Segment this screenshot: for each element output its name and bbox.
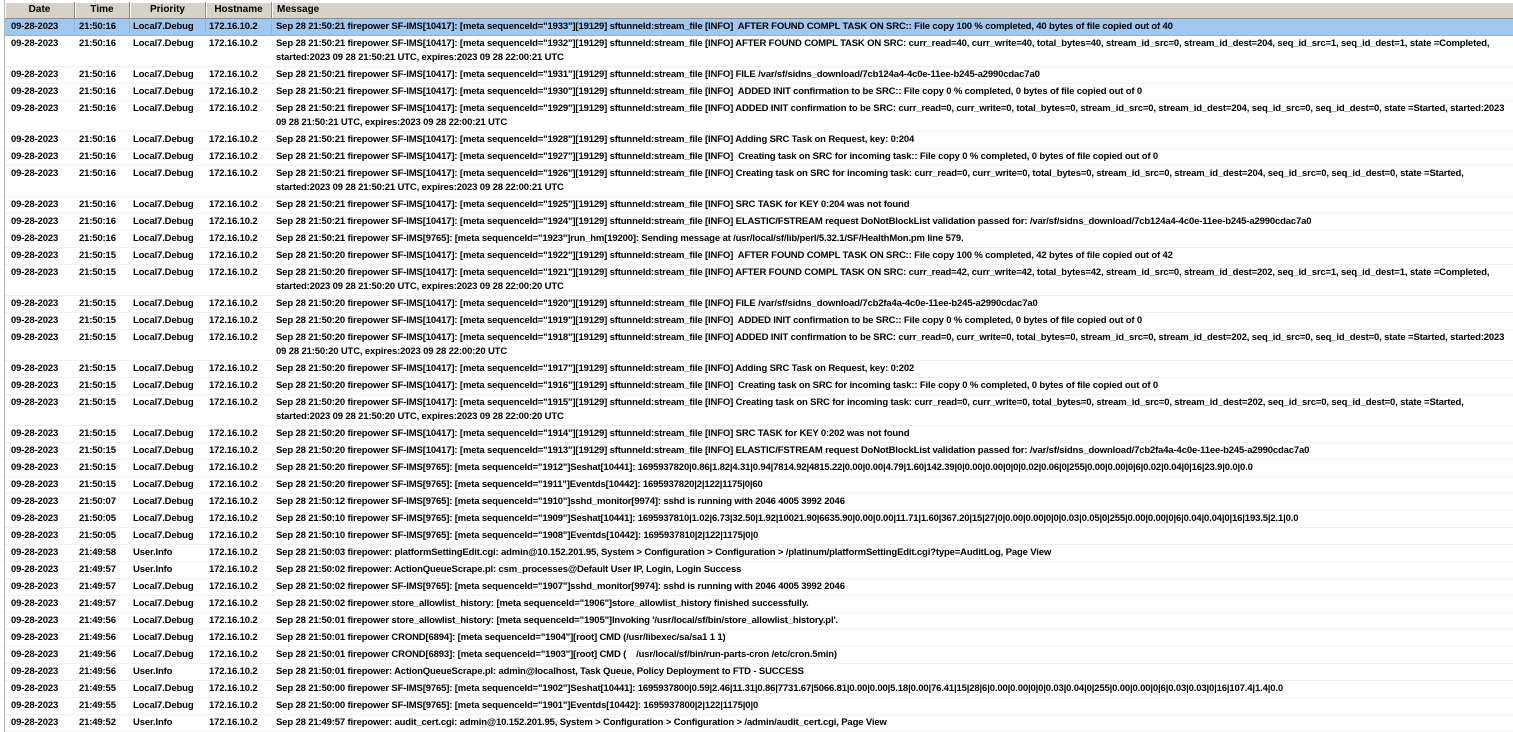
log-cell-hostname: 172.16.10.2 xyxy=(209,479,258,490)
log-cell-date: 09-28-2023 xyxy=(11,380,59,391)
log-cell-hostname: 172.16.10.2 xyxy=(209,38,258,49)
log-cell-time: 21:50:15 xyxy=(79,363,116,374)
log-cell-date: 09-28-2023 xyxy=(11,530,59,541)
log-cell-time: 21:50:16 xyxy=(79,69,116,80)
log-cell-date: 09-28-2023 xyxy=(5,20,75,34)
log-cell-date: 09-28-2023 xyxy=(11,479,59,490)
log-cell-time: 21:49:56 xyxy=(79,615,116,626)
log-cell-message: Sep 28 21:50:01 firepower CROND[6894]: [meta sequenceId="1904"][root] CMD (/usr/libexec/sa/sa1 1 1) xyxy=(276,632,726,643)
log-cell-message: Sep 28 21:50:03 firepower: platformSettingEdit.cgi: admin@10.152.201.95, System > Configuration > Configuration > /platinum/platformSettingEdit.cgi?type=AuditLog, Page View xyxy=(276,547,1052,558)
log-cell-priority: Local7.Debug xyxy=(133,496,194,507)
log-row[interactable] xyxy=(5,494,1513,511)
log-cell-message: Sep 28 21:50:20 firepower SF-IMS[10417]: [meta sequenceId="1922"][19129] sftunneld:stream_file [INFO] AFTER FOUND COMPL TASK ON SRC:: File copy 100 % completed, 42 bytes of file copied out of 42 xyxy=(276,250,1173,261)
log-cell-message: Sep 28 21:50:20 firepower SF-IMS[10417]: [meta sequenceId="1921"][19129] sftunneld:stream_file [INFO] AFTER FOUND COMPL TASK ON SRC: curr_read=42, curr_write=42, total_bytes=42, stream_id_src=0, stream_id_dest=202, seq_id_src=1, seq_id_dest=1, state =Completed, started:2023 09 28 21:50:20 UTC, expires:2023 09 28 22:00:20 UTC xyxy=(276,267,1492,292)
log-cell-priority: Local7.Debug xyxy=(133,216,194,227)
log-cell-message: Sep 28 21:50:20 firepower SF-IMS[10417]: [meta sequenceId="1913"][19129] sftunneld:stream_file [INFO] ELASTIC/FSTREAM request DoNotBlockList validation passed for: /var/sf/sidns_download/7cb2fa4a-4c0e-11ee-b245-a2990cdac7a0 xyxy=(276,445,1310,456)
log-cell-hostname: 172.16.10.2 xyxy=(209,134,258,145)
log-row[interactable] xyxy=(5,149,1513,166)
column-header-date[interactable]: Date xyxy=(5,2,75,18)
log-cell-priority: Local7.Debug xyxy=(133,380,194,391)
log-cell-date: 09-28-2023 xyxy=(11,103,59,114)
log-cell-time: 21:50:05 xyxy=(79,513,116,524)
log-row[interactable] xyxy=(5,265,1513,296)
log-cell-time: 21:50:15 xyxy=(79,250,116,261)
log-cell-time: 21:50:07 xyxy=(79,496,116,507)
log-cell-priority: Local7.Debug xyxy=(133,363,194,374)
log-cell-priority: Local7.Debug xyxy=(133,445,194,456)
log-cell-priority: Local7.Debug xyxy=(133,168,194,179)
log-cell-hostname: 172.16.10.2 xyxy=(209,397,258,408)
log-cell-date: 09-28-2023 xyxy=(11,547,59,558)
column-header-hostname[interactable]: Hostname xyxy=(206,2,272,18)
log-cell-date: 09-28-2023 xyxy=(11,168,59,179)
log-cell-hostname: 172.16.10.2 xyxy=(209,332,258,343)
log-cell-priority: Local7.Debug xyxy=(133,86,194,97)
table-body xyxy=(5,19,1513,732)
log-cell-time: 21:50:16 xyxy=(79,168,116,179)
log-cell-time: 21:50:15 xyxy=(79,428,116,439)
log-cell-date: 09-28-2023 xyxy=(11,267,59,278)
log-cell-priority: Local7.Debug xyxy=(133,267,194,278)
table-header-row xyxy=(5,1,1513,19)
log-row[interactable] xyxy=(5,596,1513,613)
log-cell-message: Sep 28 21:50:02 firepower store_allowlist_history: [meta sequenceId="1906"]store_allowlist_history finished successfully. xyxy=(276,598,809,609)
log-cell-time: 21:49:55 xyxy=(79,683,116,694)
log-cell-hostname: 172.16.10.2 xyxy=(209,363,258,374)
log-cell-hostname: 172.16.10.2 xyxy=(209,649,258,660)
log-cell-hostname: 172.16.10.2 xyxy=(209,666,258,677)
log-cell-time: 21:50:15 xyxy=(79,267,116,278)
log-cell-hostname: 172.16.10.2 xyxy=(209,380,258,391)
log-row[interactable] xyxy=(5,197,1513,214)
log-cell-date: 09-28-2023 xyxy=(11,513,59,524)
log-cell-priority: Local7.Debug xyxy=(133,69,194,80)
log-cell-time: 21:50:15 xyxy=(79,298,116,309)
log-cell-message: Sep 28 21:50:12 firepower SF-IMS[9765]: [meta sequenceId="1910"]sshd_monitor[9974]: sshd is running with 2046 4005 3992 2046 xyxy=(276,496,845,507)
log-cell-priority: Local7.Debug xyxy=(133,134,194,145)
log-cell-hostname: 172.16.10.2 xyxy=(209,86,258,97)
log-cell-priority: Local7.Debug xyxy=(133,298,194,309)
log-cell-date: 09-28-2023 xyxy=(11,86,59,97)
log-cell-time: 21:49:57 xyxy=(79,564,116,575)
log-cell-hostname: 172.16.10.2 xyxy=(209,445,258,456)
log-cell-priority: Local7.Debug xyxy=(133,649,194,660)
log-cell-message: Sep 28 21:50:21 firepower SF-IMS[10417]: [meta sequenceId="1930"][19129] sftunneld:stream_file [INFO] ADDED INIT confirmation to be SRC:: File copy 0 % completed, 0 bytes of file copied out of 0 xyxy=(276,86,1143,97)
log-cell-hostname: 172.16.10.2 xyxy=(209,199,258,210)
log-cell-priority: Local7.Debug xyxy=(133,683,194,694)
log-cell-date: 09-28-2023 xyxy=(11,199,59,210)
log-cell-date: 09-28-2023 xyxy=(11,717,59,728)
log-row[interactable] xyxy=(5,630,1513,647)
log-cell-priority: Local7.Debug xyxy=(133,397,194,408)
log-cell-date: 09-28-2023 xyxy=(11,69,59,80)
log-cell-date: 09-28-2023 xyxy=(11,649,59,660)
column-header-message[interactable]: Message xyxy=(272,2,1513,18)
log-cell-priority: Local7.Debug xyxy=(133,615,194,626)
log-cell-date: 09-28-2023 xyxy=(11,683,59,694)
log-cell-hostname: 172.16.10.2 xyxy=(209,683,258,694)
log-cell-date: 09-28-2023 xyxy=(11,233,59,244)
log-cell-hostname: 172.16.10.2 xyxy=(206,20,272,34)
log-cell-hostname: 172.16.10.2 xyxy=(209,298,258,309)
log-cell-hostname: 172.16.10.2 xyxy=(209,428,258,439)
log-cell-message: Sep 28 21:50:21 firepower SF-IMS[10417]: [meta sequenceId="1926"][19129] sftunneld:stream_file [INFO] Creating task on SRC for incoming task: curr_read=0, curr_write=0, total_bytes=0, stream_id_src=0, stream_id_dest=204, seq_id_src=0, seq_id_dest=0, state =Started, started:2023 09 28 21:50:21 UTC, expires:2023 09 28 22:00:21 UTC xyxy=(276,168,1467,193)
log-row[interactable] xyxy=(5,296,1513,313)
log-cell-date: 09-28-2023 xyxy=(11,428,59,439)
log-cell-message: Sep 28 21:50:21 firepower SF-IMS[10417]: [meta sequenceId="1928"][19129] sftunneld:stream_file [INFO] Adding SRC Task on Request, key: 0:204 xyxy=(276,134,915,145)
log-cell-message: Sep 28 21:50:20 firepower SF-IMS[10417]: [meta sequenceId="1917"][19129] sftunneld:stream_file [INFO] Adding SRC Task on Request, key: 0:202 xyxy=(276,363,915,374)
log-cell-time: 21:50:16 xyxy=(79,86,116,97)
log-cell-message: Sep 28 21:50:21 firepower SF-IMS[10417]: [meta sequenceId="1933"][19129] sftunneld:stream_file [INFO] AFTER FOUND COMPL TASK ON SRC:: File copy 100 % completed, 40 bytes of file copied out of 40 xyxy=(276,21,1173,32)
log-cell-priority: Local7.Debug xyxy=(133,479,194,490)
log-row[interactable] xyxy=(5,313,1513,330)
log-row[interactable] xyxy=(5,664,1513,681)
log-cell-hostname: 172.16.10.2 xyxy=(209,547,258,558)
log-cell-priority: User.Info xyxy=(133,666,173,677)
log-cell-hostname: 172.16.10.2 xyxy=(209,700,258,711)
log-cell-date: 09-28-2023 xyxy=(11,496,59,507)
log-cell-date: 09-28-2023 xyxy=(11,397,59,408)
log-cell-time: 21:49:58 xyxy=(79,547,116,558)
log-cell-time: 21:50:15 xyxy=(79,462,116,473)
log-cell-hostname: 172.16.10.2 xyxy=(209,168,258,179)
log-cell-hostname: 172.16.10.2 xyxy=(209,581,258,592)
log-row[interactable] xyxy=(5,477,1513,494)
log-row[interactable] xyxy=(5,613,1513,630)
log-cell-priority: Local7.Debug xyxy=(133,199,194,210)
log-cell-time: 21:49:57 xyxy=(79,598,116,609)
log-row[interactable] xyxy=(5,101,1513,132)
log-cell-priority: Local7.Debug xyxy=(133,581,194,592)
log-row[interactable] xyxy=(5,426,1513,443)
log-cell-message: Sep 28 21:50:20 firepower SF-IMS[10417]: [meta sequenceId="1915"][19129] sftunneld:stream_file [INFO] Creating task on SRC for incoming task: curr_read=0, curr_write=0, total_bytes=0, stream_id_src=0, stream_id_dest=202, seq_id_src=0, seq_id_dest=0, state =Started, started:2023 09 28 21:50:20 UTC, expires:2023 09 28 22:00:20 UTC xyxy=(276,397,1467,422)
log-row[interactable] xyxy=(5,214,1513,231)
log-cell-message: Sep 28 21:50:21 firepower SF-IMS[10417]: [meta sequenceId="1932"][19129] sftunneld:stream_file [INFO] AFTER FOUND COMPL TASK ON SRC: curr_read=40, curr_write=40, total_bytes=40, stream_id_src=0, stream_id_dest=204, seq_id_src=1, seq_id_dest=1, state =Completed, started:2023 09 28 21:50:21 UTC, expires:2023 09 28 22:00:21 UTC xyxy=(276,38,1492,63)
log-cell-message: Sep 28 21:50:02 firepower: ActionQueueScrape.pl: csm_processes@Default User IP, Login, Login Success xyxy=(276,564,742,575)
log-cell-time: 21:49:52 xyxy=(79,717,116,728)
log-cell-message: Sep 28 21:50:21 firepower SF-IMS[10417]: [meta sequenceId="1927"][19129] sftunneld:stream_file [INFO] Creating task on SRC for incoming task:: File copy 0 % completed, 0 bytes of file copied out of 0 xyxy=(276,151,1159,162)
log-cell-time: 21:49:57 xyxy=(79,581,116,592)
log-cell-hostname: 172.16.10.2 xyxy=(209,530,258,541)
log-cell-message: Sep 28 21:50:20 firepower SF-IMS[10417]: [meta sequenceId="1920"][19129] sftunneld:stream_file [INFO] FILE /var/sf/sidns_download/7cb2fa4a-4c0e-11ee-b245-a2990cdac7a0 xyxy=(276,298,1038,309)
log-cell-priority: Local7.Debug xyxy=(133,315,194,326)
log-cell-message: Sep 28 21:50:01 firepower: ActionQueueScrape.pl: admin@localhost, Task Queue, Policy Deployment to FTD - SUCCESS xyxy=(276,666,804,677)
log-row[interactable] xyxy=(5,19,1513,36)
log-cell-date: 09-28-2023 xyxy=(11,700,59,711)
log-cell-hostname: 172.16.10.2 xyxy=(209,598,258,609)
log-cell-time: 21:49:56 xyxy=(79,666,116,677)
log-cell-priority: User.Info xyxy=(133,564,173,575)
log-cell-message: Sep 28 21:50:20 firepower SF-IMS[10417]: [meta sequenceId="1916"][19129] sftunneld:stream_file [INFO] Creating task on SRC for incoming task:: File copy 0 % completed, 0 bytes of file copied out of 0 xyxy=(276,380,1159,391)
log-cell-date: 09-28-2023 xyxy=(11,250,59,261)
log-cell-date: 09-28-2023 xyxy=(11,298,59,309)
log-cell-message: Sep 28 21:50:20 firepower SF-IMS[9765]: [meta sequenceId="1912"]Seshat[10441]: 1695937820|0.86|1.82|4.31|0.94|7814.92|4815.22|0.00|0.00|4.79|1.60|142.39|0|0.00|0.00|0|0|0.02|0.06|0|255|0.00|0.00|0|6|0.02|0.04|0|16|23.9|0.0|0.0 xyxy=(276,462,1253,473)
log-cell-message: Sep 28 21:50:01 firepower CROND[6893]: [meta sequenceId="1903"][root] CMD ( /usr/local/sf/bin/run-parts-cron /etc/cron.5min) xyxy=(276,649,837,660)
log-cell-hostname: 172.16.10.2 xyxy=(209,615,258,626)
log-cell-date: 09-28-2023 xyxy=(11,216,59,227)
log-cell-priority: Local7.Debug xyxy=(133,598,194,609)
log-cell-message: Sep 28 21:49:57 firepower: audit_cert.cgi: admin@10.152.201.95, System > Configuration > Configuration > /admin/audit_cert.cgi, Page View xyxy=(276,717,887,728)
log-row[interactable] xyxy=(5,562,1513,579)
log-cell-time: 21:50:15 xyxy=(79,445,116,456)
log-cell-priority: User.Info xyxy=(133,717,173,728)
log-row[interactable] xyxy=(5,84,1513,101)
log-cell-hostname: 172.16.10.2 xyxy=(209,69,258,80)
log-cell-message: Sep 28 21:50:21 firepower SF-IMS[10417]: [meta sequenceId="1929"][19129] sftunneld:stream_file [INFO] ADDED INIT confirmation to be SRC: curr_read=0, curr_write=0, total_bytes=0, stream_id_src=0, stream_id_dest=204, seq_id_src=0, seq_id_dest=0, state =Started, started:2023 09 28 21:50:21 UTC, expires:2023 09 28 22:00:21 UTC xyxy=(276,103,1507,128)
log-cell-date: 09-28-2023 xyxy=(11,632,59,643)
log-cell-date: 09-28-2023 xyxy=(11,134,59,145)
log-cell-message: Sep 28 21:50:20 firepower SF-IMS[9765]: [meta sequenceId="1911"]Eventds[10442]: 1695937820|2|122|1175|0|60 xyxy=(276,479,763,490)
column-header-time[interactable]: Time xyxy=(75,2,130,18)
log-cell-time: 21:50:15 xyxy=(79,315,116,326)
log-cell-message: Sep 28 21:50:21 firepower SF-IMS[9765]: [meta sequenceId="1923"]run_hm[19200]: Sending message at /usr/local/sf/lib/perl/5.32.1/SF/HealthMon.pm line 579. xyxy=(276,233,964,244)
log-cell-date: 09-28-2023 xyxy=(11,315,59,326)
log-cell-hostname: 172.16.10.2 xyxy=(209,513,258,524)
log-cell-hostname: 172.16.10.2 xyxy=(209,632,258,643)
log-row[interactable] xyxy=(5,698,1513,715)
log-cell-date: 09-28-2023 xyxy=(11,332,59,343)
log-row[interactable] xyxy=(5,647,1513,664)
column-header-priority[interactable]: Priority xyxy=(130,2,206,18)
log-row[interactable] xyxy=(5,378,1513,395)
log-row[interactable] xyxy=(5,361,1513,378)
log-cell-priority: Local7.Debug xyxy=(133,632,194,643)
log-cell-date: 09-28-2023 xyxy=(11,615,59,626)
log-row[interactable] xyxy=(5,715,1513,732)
log-cell-priority: Local7.Debug xyxy=(133,103,194,114)
log-row[interactable] xyxy=(5,443,1513,460)
log-row[interactable] xyxy=(5,231,1513,248)
log-cell-message: Sep 28 21:50:02 firepower SF-IMS[9765]: [meta sequenceId="1907"]sshd_monitor[9974]: sshd is running with 2046 4005 3992 2046 xyxy=(276,581,845,592)
log-cell-message: Sep 28 21:50:20 firepower SF-IMS[10417]: [meta sequenceId="1919"][19129] sftunneld:stream_file [INFO] ADDED INIT confirmation to be SRC:: File copy 0 % completed, 0 bytes of file copied out of 0 xyxy=(276,315,1143,326)
log-cell-priority: Local7.Debug xyxy=(133,513,194,524)
log-cell-time: 21:49:56 xyxy=(79,632,116,643)
log-cell-date: 09-28-2023 xyxy=(11,363,59,374)
log-cell-priority: Local7.Debug xyxy=(133,38,194,49)
log-cell-message: Sep 28 21:50:21 firepower SF-IMS[10417]: [meta sequenceId="1925"][19129] sftunneld:stream_file [INFO] SRC TASK for KEY 0:204 was not found xyxy=(276,199,910,210)
log-cell-message: Sep 28 21:50:01 firepower store_allowlist_history: [meta sequenceId="1905"]Invoking '/usr/local/sf/bin/store_allowlist_history.pl'. xyxy=(276,615,839,626)
log-cell-message: Sep 28 21:50:21 firepower SF-IMS[10417]: [meta sequenceId="1931"][19129] sftunneld:stream_file [INFO] FILE /var/sf/sidns_download/7cb124a4-4c0e-11ee-b245-a2990cdac7a0 xyxy=(276,69,1040,80)
log-cell-priority: Local7.Debug xyxy=(133,250,194,261)
log-cell-time: 21:50:16 xyxy=(79,233,116,244)
log-cell-priority: Local7.Debug xyxy=(133,700,194,711)
log-cell-priority: Local7.Debug xyxy=(133,332,194,343)
log-cell-priority: User.Info xyxy=(133,547,173,558)
log-cell-hostname: 172.16.10.2 xyxy=(209,151,258,162)
log-row[interactable] xyxy=(5,166,1513,197)
log-row[interactable] xyxy=(5,511,1513,528)
log-cell-time: 21:50:16 xyxy=(79,151,116,162)
log-cell-date: 09-28-2023 xyxy=(11,564,59,575)
log-cell-date: 09-28-2023 xyxy=(11,445,59,456)
log-cell-hostname: 172.16.10.2 xyxy=(209,315,258,326)
log-row[interactable] xyxy=(5,395,1513,426)
log-cell-time: 21:50:16 xyxy=(79,103,116,114)
log-cell-message: Sep 28 21:50:20 firepower SF-IMS[10417]: [meta sequenceId="1918"][19129] sftunneld:stream_file [INFO] ADDED INIT confirmation to be SRC: curr_read=0, curr_write=0, total_bytes=0, stream_id_src=0, stream_id_dest=202, seq_id_src=0, seq_id_dest=0, state =Started, started:2023 09 28 21:50:20 UTC, expires:2023 09 28 22:00:20 UTC xyxy=(276,332,1507,357)
log-cell-hostname: 172.16.10.2 xyxy=(209,496,258,507)
log-cell-time: 21:50:15 xyxy=(79,479,116,490)
log-cell-time: 21:50:15 xyxy=(79,332,116,343)
log-cell-time: 21:50:16 xyxy=(79,134,116,145)
log-cell-message: Sep 28 21:50:10 firepower SF-IMS[9765]: [meta sequenceId="1908"]Eventds[10442]: 1695937810|2|122|1175|0|0 xyxy=(276,530,759,541)
log-cell-hostname: 172.16.10.2 xyxy=(209,267,258,278)
log-row[interactable] xyxy=(5,460,1513,477)
log-cell-time: 21:50:05 xyxy=(79,530,116,541)
log-cell-hostname: 172.16.10.2 xyxy=(209,717,258,728)
log-cell-time: 21:49:56 xyxy=(79,649,116,660)
log-cell-time: 21:50:15 xyxy=(79,397,116,408)
log-cell-hostname: 172.16.10.2 xyxy=(209,462,258,473)
log-cell-priority: Local7.Debug xyxy=(133,428,194,439)
log-cell-message: Sep 28 21:50:21 firepower SF-IMS[10417]: [meta sequenceId="1924"][19129] sftunneld:stream_file [INFO] ELASTIC/FSTREAM request DoNotBlockList validation passed for: /var/sf/sidns_download/7cb124a4-4c0e-11ee-b245-a2990cdac7a0 xyxy=(276,216,1312,227)
log-cell-time: 21:50:16 xyxy=(75,20,130,34)
log-cell-date: 09-28-2023 xyxy=(11,38,59,49)
log-row[interactable] xyxy=(5,67,1513,84)
log-cell-priority: Local7.Debug xyxy=(133,151,194,162)
log-cell-hostname: 172.16.10.2 xyxy=(209,250,258,261)
log-cell-date: 09-28-2023 xyxy=(11,462,59,473)
log-cell-hostname: 172.16.10.2 xyxy=(209,216,258,227)
log-row[interactable] xyxy=(5,330,1513,361)
log-cell-message: Sep 28 21:50:10 firepower SF-IMS[9765]: [meta sequenceId="1909"]Seshat[10441]: 1695937810|1.02|6.73|32.50|1.92|10021.90|6635.90|0.00|0.00|11.71|1.60|367.20|15|27|0|0.00|0.00|0|0|0.03|0.05|0|255|0.00|0.00|0|6|0.04|0.04|0|16|193.5|2.1|0.0 xyxy=(276,513,1299,524)
log-row[interactable] xyxy=(5,579,1513,596)
log-cell-priority: Local7.Debug xyxy=(133,233,194,244)
log-cell-message: Sep 28 21:50:20 firepower SF-IMS[10417]: [meta sequenceId="1914"][19129] sftunneld:stream_file [INFO] SRC TASK for KEY 0:202 was not found xyxy=(276,428,910,439)
log-cell-message: Sep 28 21:50:00 firepower SF-IMS[9765]: [meta sequenceId="1902"]Seshat[10441]: 1695937800|0.59|2.46|11.31|0.86|7731.67|5066.81|0.00|0.00|5.18|0.00|76.41|15|28|6|0.00|0.00|0|0|0.03|0.04|0|255|0.00|0.00|0|6|0.03|0.03|0|16|107.4|1.4|0.0 xyxy=(276,683,1283,694)
log-cell-time: 21:50:15 xyxy=(79,380,116,391)
log-row[interactable] xyxy=(5,36,1513,67)
log-cell-time: 21:50:16 xyxy=(79,199,116,210)
log-row[interactable] xyxy=(5,681,1513,698)
log-cell-date: 09-28-2023 xyxy=(11,666,59,677)
log-cell-hostname: 172.16.10.2 xyxy=(209,233,258,244)
log-cell-message: Sep 28 21:50:00 firepower SF-IMS[9765]: [meta sequenceId="1901"]Eventds[10442]: 1695937800|2|122|1175|0|0 xyxy=(276,700,759,711)
syslog-table xyxy=(4,0,1513,732)
log-cell-priority: Local7.Debug xyxy=(130,20,206,34)
log-cell-priority: Local7.Debug xyxy=(133,462,194,473)
log-cell-date: 09-28-2023 xyxy=(11,598,59,609)
log-cell-hostname: 172.16.10.2 xyxy=(209,564,258,575)
log-cell-time: 21:49:55 xyxy=(79,700,116,711)
log-cell-time: 21:50:16 xyxy=(79,216,116,227)
log-cell-date: 09-28-2023 xyxy=(11,581,59,592)
log-cell-hostname: 172.16.10.2 xyxy=(209,103,258,114)
log-row[interactable] xyxy=(5,528,1513,545)
log-row[interactable] xyxy=(5,132,1513,149)
log-cell-date: 09-28-2023 xyxy=(11,151,59,162)
log-cell-time: 21:50:16 xyxy=(79,38,116,49)
log-row[interactable] xyxy=(5,248,1513,265)
log-row[interactable] xyxy=(5,545,1513,562)
log-cell-priority: Local7.Debug xyxy=(133,530,194,541)
